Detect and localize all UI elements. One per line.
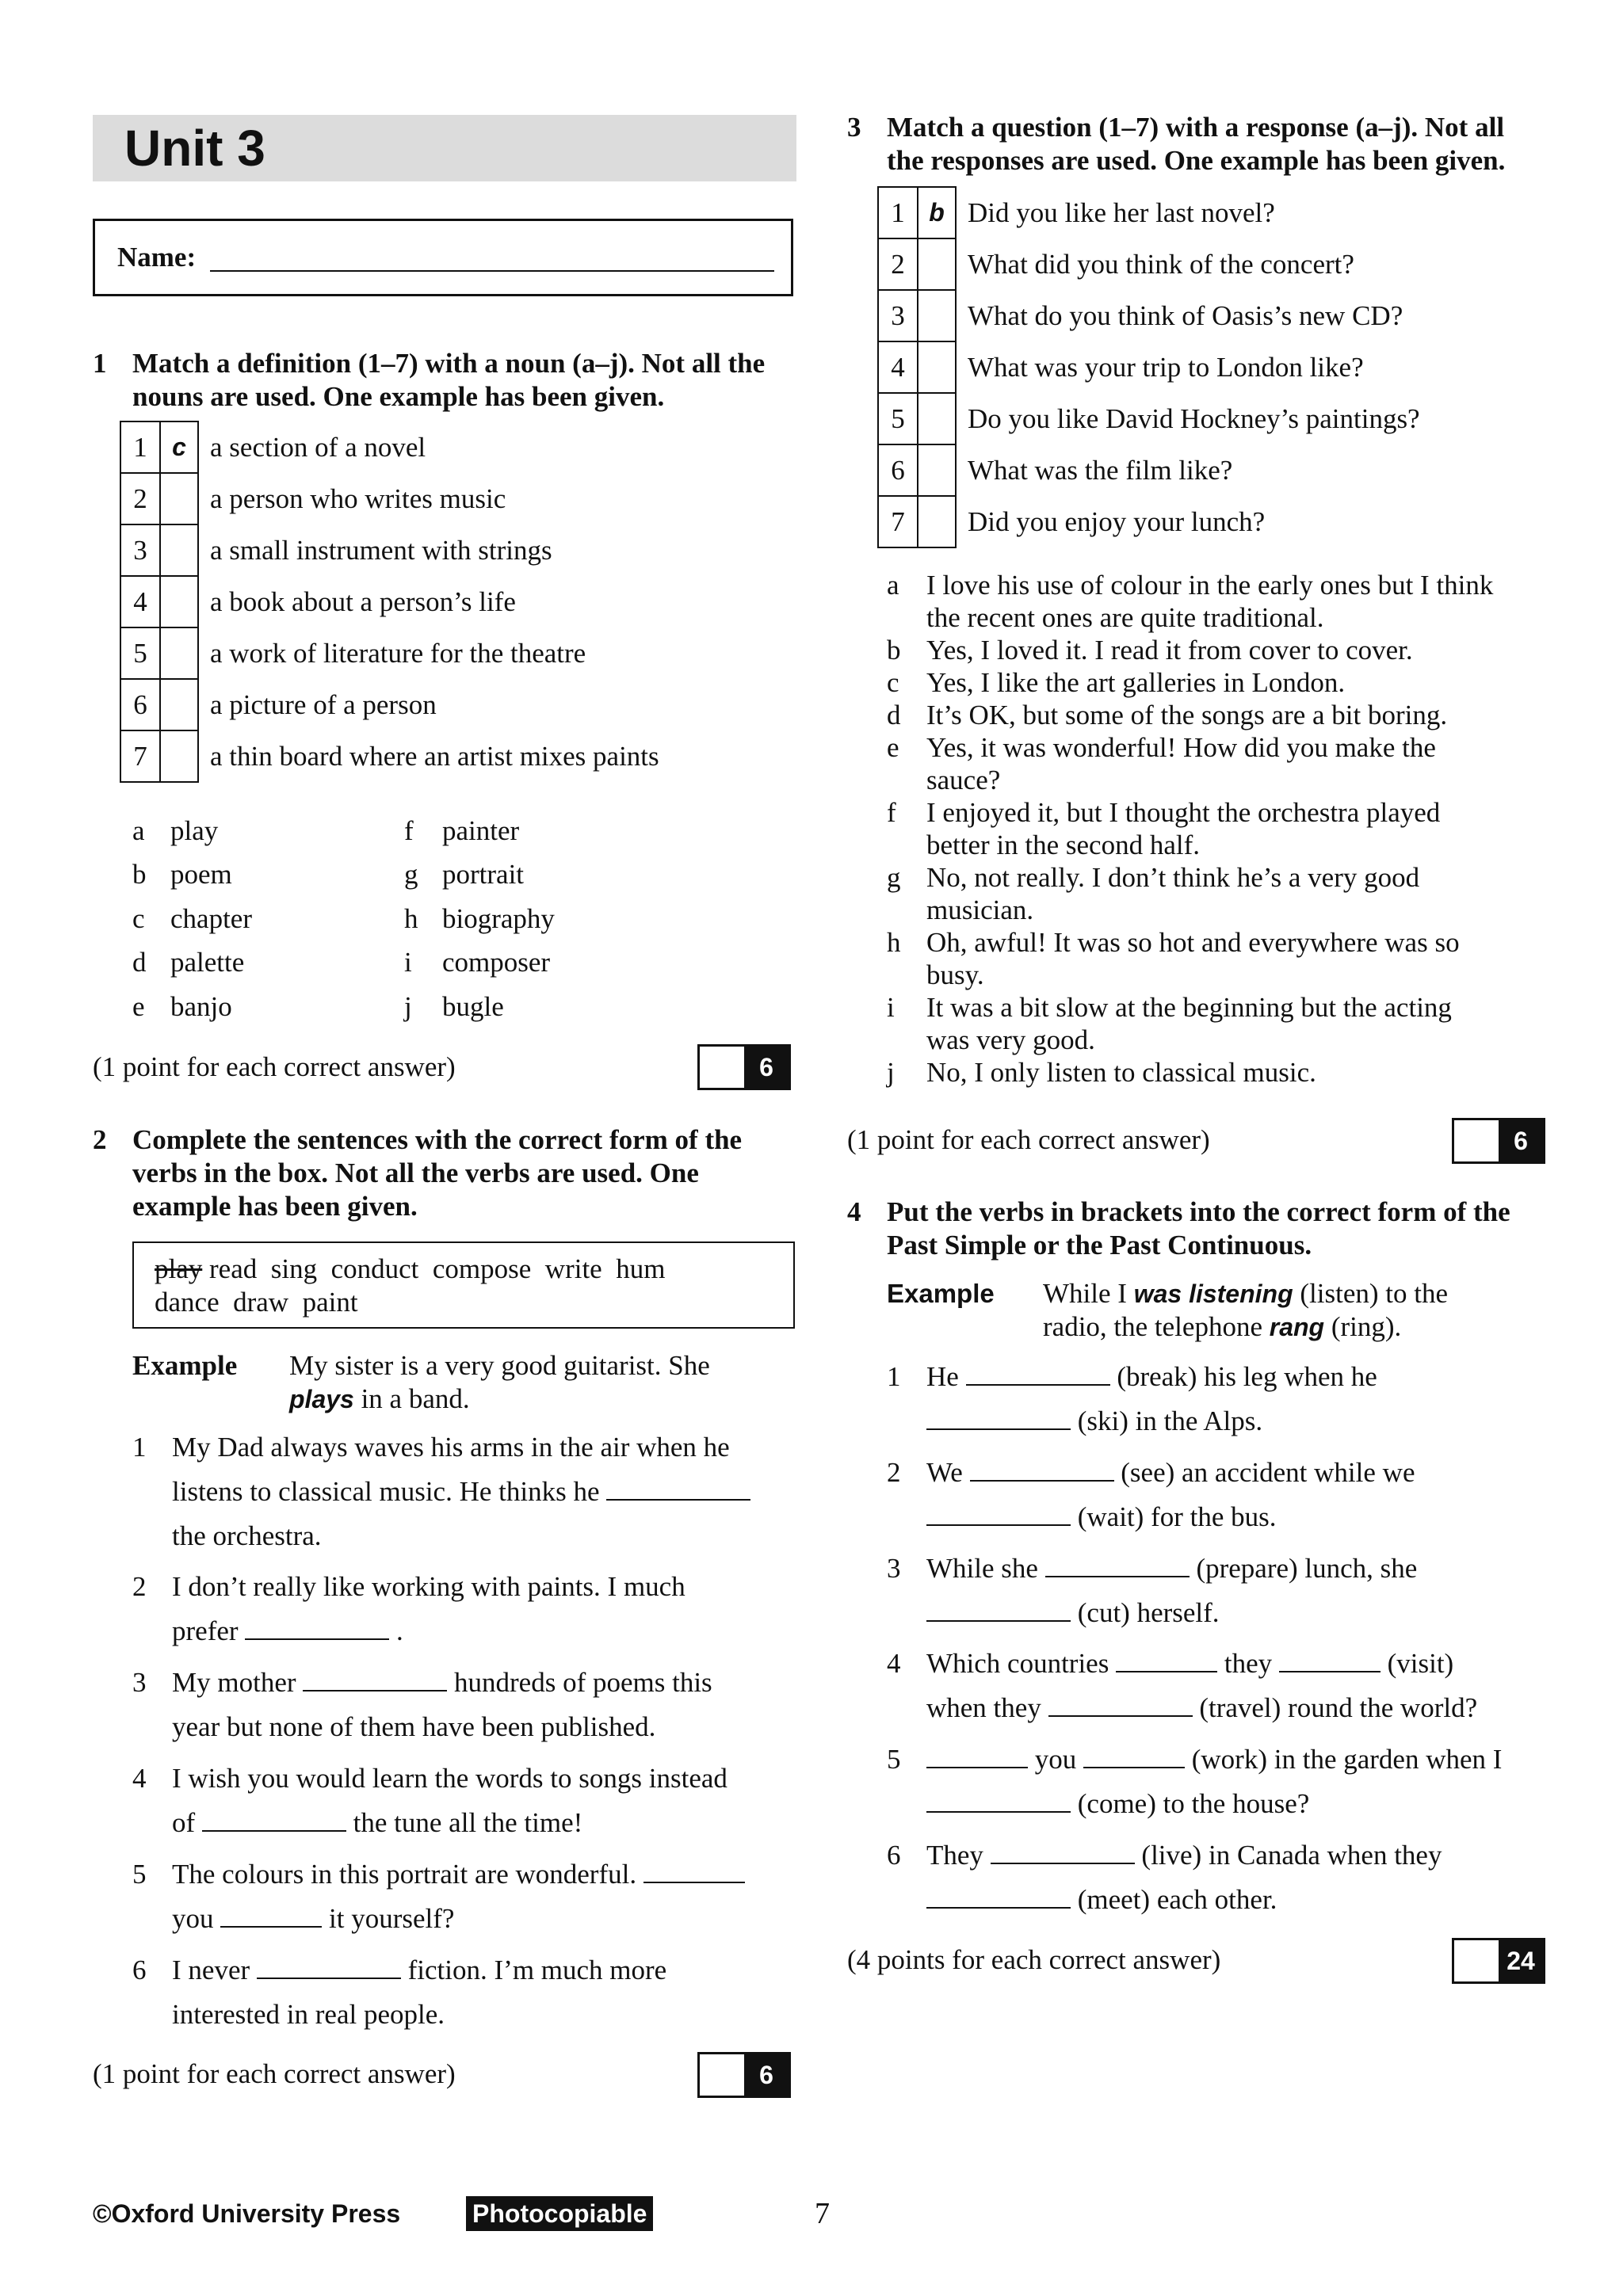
photocopiable-badge: Photocopiable bbox=[466, 2196, 653, 2231]
item-text: My mother bbox=[172, 1667, 296, 1698]
response-letter: d bbox=[887, 700, 901, 730]
item-text: of bbox=[172, 1807, 196, 1838]
question-text: Did you like her last novel? bbox=[968, 196, 1275, 228]
answer-blank[interactable] bbox=[926, 1595, 1071, 1622]
response-text: No, not really. I don’t think he’s a very good bbox=[926, 862, 1420, 893]
q4-score-total: 24 bbox=[1499, 1940, 1543, 1981]
q2-example-label: Example bbox=[132, 1350, 238, 1381]
row-number: 1 bbox=[878, 187, 918, 238]
question-text: What did you think of the concert? bbox=[968, 248, 1354, 280]
noun-word: chapter bbox=[170, 903, 252, 934]
example-text: While I bbox=[1043, 1278, 1134, 1309]
item-text: (prepare) lunch, she bbox=[1196, 1553, 1418, 1584]
noun-word: poem bbox=[170, 859, 232, 890]
response-letter: j bbox=[887, 1057, 895, 1088]
table-row bbox=[878, 290, 1421, 341]
row-number: 3 bbox=[120, 524, 160, 576]
table-row bbox=[878, 341, 1421, 393]
response-text: sauce? bbox=[926, 765, 1001, 795]
answer-cell[interactable] bbox=[160, 627, 198, 679]
unit-banner bbox=[93, 115, 796, 181]
q1-instruction-line2: nouns are used. One example has been given. bbox=[132, 381, 665, 412]
response-text: No, I only listen to classical music. bbox=[926, 1057, 1316, 1088]
answer-cell[interactable]: c bbox=[160, 421, 198, 473]
q3-match-table bbox=[877, 186, 1422, 548]
answer-cell[interactable] bbox=[160, 576, 198, 627]
q1-heading bbox=[93, 347, 806, 415]
noun-letter: j bbox=[404, 991, 412, 1022]
table-row bbox=[120, 576, 659, 627]
noun-word: bugle bbox=[442, 991, 504, 1022]
item-text: it yourself? bbox=[329, 1903, 455, 1934]
answer-blank[interactable] bbox=[970, 1455, 1114, 1482]
q4-heading bbox=[847, 1196, 1560, 1264]
item-text: interested in real people. bbox=[172, 1999, 445, 2030]
table-row bbox=[878, 238, 1421, 290]
row-number: 7 bbox=[878, 496, 918, 547]
example-answer: plays bbox=[289, 1385, 354, 1413]
item-text: (ski) in the Alps. bbox=[1077, 1405, 1263, 1436]
copyright-text: ©Oxford University Press bbox=[93, 2199, 401, 2228]
q2-instruction-line3: example has been given. bbox=[132, 1191, 418, 1222]
response-text: Oh, awful! It was so hot and everywhere was so bbox=[926, 927, 1460, 958]
example-text: (listen) to the bbox=[1293, 1278, 1448, 1309]
noun-letter: b bbox=[132, 859, 147, 890]
item-text: The colours in this portrait are wonderful. bbox=[172, 1859, 637, 1890]
noun-letter: d bbox=[132, 947, 147, 978]
answer-cell[interactable] bbox=[918, 496, 956, 547]
item-text: (see) an accident while we bbox=[1121, 1457, 1415, 1488]
example-text: (ring). bbox=[1324, 1311, 1402, 1342]
table-row bbox=[878, 496, 1421, 547]
q1-score-box bbox=[697, 1044, 791, 1090]
table-row bbox=[120, 679, 659, 730]
q3-instruction-line1: Match a question (1–7) with a response (a–j). Not all bbox=[887, 112, 1505, 143]
answer-blank[interactable] bbox=[1116, 1646, 1217, 1672]
q3-instruction-line2: the responses are used. One example has been given. bbox=[887, 145, 1506, 176]
answer-blank[interactable] bbox=[926, 1786, 1071, 1813]
name-box bbox=[93, 219, 793, 296]
response-letter: h bbox=[887, 927, 901, 958]
q4-instruction-line1: Put the verbs in brackets into the correct form of the bbox=[887, 1196, 1510, 1227]
item-text: year but none of them have been published. bbox=[172, 1711, 656, 1742]
q1-score-total: 6 bbox=[744, 1047, 789, 1088]
noun-word: painter bbox=[442, 815, 520, 846]
q2-score-box bbox=[697, 2052, 791, 2098]
answer-blank[interactable] bbox=[1279, 1646, 1381, 1672]
noun-letter: g bbox=[404, 859, 418, 890]
row-number: 7 bbox=[120, 730, 160, 782]
row-number: 4 bbox=[878, 341, 918, 393]
item-text: I don’t really like working with paints. I much bbox=[172, 1571, 685, 1602]
answer-cell[interactable] bbox=[918, 290, 956, 341]
answer-cell[interactable] bbox=[918, 341, 956, 393]
q3-score-total: 6 bbox=[1499, 1120, 1543, 1161]
item-text: We bbox=[926, 1457, 963, 1488]
answer-blank[interactable] bbox=[991, 1837, 1135, 1864]
answer-blank[interactable] bbox=[303, 1665, 447, 1691]
question-text: What do you think of Oasis’s new CD? bbox=[968, 299, 1403, 331]
response-text: I love his use of colour in the early ones but I think bbox=[926, 570, 1494, 601]
question-text: Did you enjoy your lunch? bbox=[968, 505, 1266, 537]
q4-example-line1 bbox=[1043, 1277, 1448, 1310]
item-number: 3 bbox=[132, 1667, 147, 1698]
definition-text: a book about a person’s life bbox=[210, 585, 516, 617]
q4-instruction-line2: Past Simple or the Past Continuous. bbox=[887, 1230, 1312, 1261]
q4-points: (4 points for each correct answer) bbox=[847, 1944, 1221, 1975]
item-text: (break) his leg when he bbox=[1117, 1361, 1377, 1392]
answer-blank[interactable] bbox=[220, 1901, 322, 1928]
item-text: the tune all the time! bbox=[353, 1807, 583, 1838]
item-text: prefer bbox=[172, 1615, 239, 1646]
item-number: 2 bbox=[132, 1571, 147, 1602]
item-number: 3 bbox=[887, 1553, 901, 1584]
item-text: listens to classical music. He thinks he bbox=[172, 1476, 600, 1507]
item-text: (work) in the garden when I bbox=[1191, 1744, 1503, 1775]
row-number: 6 bbox=[120, 679, 160, 730]
example-text: in a band. bbox=[353, 1383, 470, 1414]
q2-number: 2 bbox=[93, 1124, 107, 1155]
q3-number: 3 bbox=[847, 112, 861, 143]
example-text: radio, the telephone bbox=[1043, 1311, 1270, 1342]
noun-word: palette bbox=[170, 947, 245, 978]
q2-example-line2 bbox=[289, 1383, 470, 1416]
item-text: (come) to the house? bbox=[1077, 1788, 1310, 1819]
response-text: I enjoyed it, but I thought the orchestra played bbox=[926, 797, 1441, 828]
definition-text: a work of literature for the theatre bbox=[210, 637, 586, 669]
response-letter: f bbox=[887, 797, 896, 828]
item-text: I never bbox=[172, 1955, 250, 1985]
answer-blank[interactable] bbox=[1048, 1690, 1193, 1717]
response-letter: c bbox=[887, 667, 899, 698]
answer-cell[interactable]: b bbox=[918, 187, 956, 238]
definition-text: a small instrument with strings bbox=[210, 534, 552, 566]
table-row bbox=[120, 524, 659, 576]
item-number: 1 bbox=[887, 1361, 901, 1392]
question-text: What was your trip to London like? bbox=[968, 351, 1364, 383]
item-text: (travel) round the world? bbox=[1199, 1692, 1478, 1723]
item-text: you bbox=[172, 1903, 214, 1934]
q2-score-total: 6 bbox=[744, 2054, 789, 2096]
question-text: What was the film like? bbox=[968, 454, 1233, 486]
answer-blank[interactable] bbox=[606, 1474, 750, 1501]
example-answer: was listening bbox=[1133, 1280, 1293, 1308]
row-number: 1 bbox=[120, 421, 160, 473]
item-text: they bbox=[1224, 1648, 1273, 1679]
response-text: better in the second half. bbox=[926, 830, 1201, 860]
table-row bbox=[878, 393, 1421, 444]
answer-blank[interactable] bbox=[926, 1882, 1071, 1909]
response-letter: g bbox=[887, 862, 901, 893]
q2-points: (1 point for each correct answer) bbox=[93, 2058, 456, 2089]
item-number: 6 bbox=[132, 1955, 147, 1985]
q2-heading bbox=[93, 1123, 806, 1225]
row-number: 6 bbox=[878, 444, 918, 496]
response-text: Yes, I like the art galleries in London. bbox=[926, 667, 1346, 698]
response-letter: i bbox=[887, 992, 895, 1023]
noun-letter: h bbox=[404, 903, 418, 934]
verb-line-2: dance draw paint bbox=[155, 1287, 358, 1318]
item-text: . bbox=[396, 1615, 403, 1646]
row-number: 2 bbox=[120, 473, 160, 524]
item-number: 4 bbox=[132, 1763, 147, 1794]
noun-word: composer bbox=[442, 947, 551, 978]
q2-instruction-line1: Complete the sentences with the correct form of the bbox=[132, 1124, 743, 1155]
response-letter: e bbox=[887, 732, 899, 763]
response-text: busy. bbox=[926, 959, 984, 990]
q2-instruction-line2: verbs in the box. Not all the verbs are used. One bbox=[132, 1158, 699, 1188]
noun-letter: a bbox=[132, 815, 145, 846]
verb-line-1 bbox=[155, 1253, 665, 1286]
row-number: 4 bbox=[120, 576, 160, 627]
answer-blank[interactable] bbox=[257, 1952, 401, 1979]
response-text: It was a bit slow at the beginning but the acting bbox=[926, 992, 1452, 1023]
q4-number: 4 bbox=[847, 1196, 861, 1227]
definition-text: a person who writes music bbox=[210, 482, 506, 514]
row-number: 2 bbox=[878, 238, 918, 290]
page-title: Unit 3 bbox=[124, 120, 265, 177]
answer-cell[interactable] bbox=[918, 393, 956, 444]
item-text: (visit) bbox=[1387, 1648, 1454, 1679]
question-text: Do you like David Hockney’s paintings? bbox=[968, 402, 1420, 434]
table-row bbox=[878, 187, 1421, 238]
answer-cell[interactable] bbox=[160, 730, 198, 782]
answer-blank[interactable] bbox=[926, 1741, 1028, 1768]
verb-box bbox=[132, 1241, 795, 1329]
answer-cell[interactable] bbox=[918, 238, 956, 290]
item-text: They bbox=[926, 1840, 983, 1871]
item-text: Which countries bbox=[926, 1648, 1109, 1679]
item-text: He bbox=[926, 1361, 959, 1392]
response-text: Yes, I loved it. I read it from cover to cover. bbox=[926, 635, 1413, 666]
item-text: My Dad always waves his arms in the air when he bbox=[172, 1432, 730, 1463]
item-number: 1 bbox=[132, 1432, 147, 1463]
answer-blank[interactable] bbox=[1045, 1550, 1190, 1577]
table-row bbox=[120, 627, 659, 679]
table-row bbox=[120, 473, 659, 524]
noun-word: portrait bbox=[442, 859, 525, 890]
q3-heading bbox=[847, 111, 1560, 179]
item-text: you bbox=[1034, 1744, 1077, 1775]
q1-number: 1 bbox=[93, 348, 107, 379]
q4-example-line2 bbox=[1043, 1310, 1401, 1344]
page-number: 7 bbox=[815, 2197, 830, 2230]
row-number: 5 bbox=[878, 393, 918, 444]
name-field[interactable] bbox=[210, 270, 774, 272]
answer-blank[interactable] bbox=[926, 1403, 1071, 1430]
definition-text: a section of a novel bbox=[210, 431, 426, 463]
noun-word: biography bbox=[442, 903, 555, 934]
response-text: It’s OK, but some of the songs are a bit boring. bbox=[926, 700, 1448, 730]
definition-text: a picture of a person bbox=[210, 688, 437, 720]
item-number: 6 bbox=[887, 1840, 901, 1871]
answer-cell[interactable] bbox=[918, 444, 956, 496]
item-number: 5 bbox=[887, 1744, 901, 1775]
item-number: 2 bbox=[887, 1457, 901, 1488]
item-text: While she bbox=[926, 1553, 1038, 1584]
item-text: hundreds of poems this bbox=[454, 1667, 712, 1698]
q4-score-box bbox=[1452, 1938, 1545, 1984]
noun-letter: c bbox=[132, 903, 145, 934]
response-letter: b bbox=[887, 635, 901, 666]
q3-points: (1 point for each correct answer) bbox=[847, 1124, 1210, 1155]
verb-struck: play bbox=[155, 1253, 203, 1284]
response-text: musician. bbox=[926, 894, 1034, 925]
answer-cell[interactable] bbox=[160, 473, 198, 524]
q4-example-label: Example bbox=[887, 1279, 995, 1308]
item-text: fiction. I’m much more bbox=[407, 1955, 667, 1985]
item-text: (wait) for the bus. bbox=[1077, 1501, 1277, 1532]
noun-word: play bbox=[170, 815, 219, 846]
answer-blank[interactable] bbox=[643, 1856, 745, 1883]
item-text: I wish you would learn the words to songs instead bbox=[172, 1763, 727, 1794]
item-number: 5 bbox=[132, 1859, 147, 1890]
response-text: was very good. bbox=[926, 1024, 1095, 1055]
item-text: (meet) each other. bbox=[1077, 1884, 1277, 1915]
noun-letter: i bbox=[404, 947, 412, 978]
noun-letter: e bbox=[132, 991, 145, 1022]
answer-blank[interactable] bbox=[1083, 1741, 1185, 1768]
answer-blank[interactable] bbox=[202, 1805, 346, 1832]
q1-instruction-line1: Match a definition (1–7) with a noun (a–j). Not all the bbox=[132, 348, 766, 379]
answer-cell[interactable] bbox=[160, 524, 198, 576]
response-text: Yes, it was wonderful! How did you make the bbox=[926, 732, 1436, 763]
definition-text: a thin board where an artist mixes paints bbox=[210, 740, 659, 772]
noun-letter: f bbox=[404, 815, 414, 846]
table-row bbox=[878, 444, 1421, 496]
item-number: 4 bbox=[887, 1648, 901, 1679]
response-text: the recent ones are quite traditional. bbox=[926, 602, 1324, 633]
example-answer: rang bbox=[1269, 1313, 1325, 1341]
answer-cell[interactable] bbox=[160, 679, 198, 730]
item-text: (live) in Canada when they bbox=[1141, 1840, 1442, 1871]
answer-blank[interactable] bbox=[245, 1613, 389, 1640]
q1-match-table bbox=[120, 421, 660, 783]
item-text: the orchestra. bbox=[172, 1520, 322, 1551]
name-label: Name: bbox=[117, 242, 197, 273]
answer-blank[interactable] bbox=[926, 1499, 1071, 1526]
verb-list: read sing conduct compose write hum bbox=[202, 1253, 666, 1284]
item-text: when they bbox=[926, 1692, 1041, 1723]
item-text: (cut) herself. bbox=[1077, 1597, 1220, 1628]
q3-score-box bbox=[1452, 1118, 1545, 1164]
noun-word: banjo bbox=[170, 991, 232, 1022]
answer-blank[interactable] bbox=[966, 1359, 1110, 1386]
q1-points: (1 point for each correct answer) bbox=[93, 1051, 456, 1082]
table-row bbox=[120, 730, 659, 782]
response-letter: a bbox=[887, 570, 899, 601]
row-number: 3 bbox=[878, 290, 918, 341]
q2-example-line1: My sister is a very good guitarist. She bbox=[289, 1350, 710, 1381]
table-row bbox=[120, 421, 659, 473]
row-number: 5 bbox=[120, 627, 160, 679]
